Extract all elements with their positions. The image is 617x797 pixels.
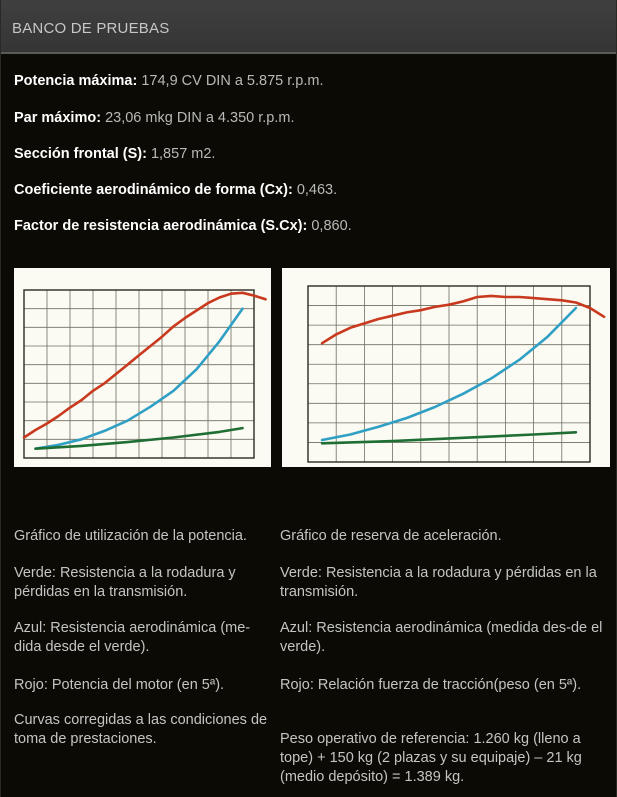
spec-label: Par máximo: (14, 110, 102, 126)
series-line-red (24, 293, 266, 438)
caption-left-red: Rojo: Potencia del motor (en 5ª). (14, 677, 225, 693)
spec-frontal-section (14, 146, 215, 162)
caption-right-weight: Peso operativo de referencia: 1.260 kg (lleno a tope) + 150 kg (2 plazas y su equipaje) – 21 kg (medio depósito) = 1.389 kg. (280, 731, 582, 785)
spec-label: Sección frontal (S): (14, 146, 147, 162)
caption-right-blue: Azul: Resistencia aerodinámica (medida des-de el verde). (280, 620, 603, 655)
spec-label: Potencia máxima: (14, 73, 138, 89)
caption-right-green: Verde: Resistencia a la rodadura y pérdidas en la transmisión. (280, 565, 597, 600)
spec-max-power (14, 73, 324, 89)
caption-right-title: Gráfico de reserva de aceleración. (280, 528, 502, 544)
spec-value: 174,9 CV DIN a 5.875 r.p.m. (141, 73, 324, 89)
caption-right-red: Rojo: Relación fuerza de tracción(peso (en 5ª). (280, 677, 582, 693)
caption-left-title: Gráfico de utilización de la potencia. (14, 528, 247, 544)
spec-scx (14, 218, 352, 234)
spec-value: 0,463. (296, 182, 338, 198)
caption-left-blue: Azul: Resistencia aerodinámica (me-dida desde el verde). (14, 620, 251, 655)
panel-header (1, 0, 616, 54)
panel-title: BANCO DE PRUEBAS (12, 20, 170, 37)
spec-value: 0,860. (311, 218, 352, 234)
caption-left-note: Curvas corregidas a las condiciones de toma de prestaciones. (14, 712, 268, 747)
acceleration-reserve-chart (282, 268, 610, 467)
spec-label: Factor de resistencia aerodinámica (S.Cx): (14, 218, 308, 234)
spec-value: 23,06 mkg DIN a 4.350 r.p.m. (105, 110, 295, 126)
spec-cx (14, 182, 337, 198)
acceleration-reserve-chart-svg (282, 268, 610, 467)
spec-value: 1,857 m2. (150, 146, 216, 162)
power-usage-chart-svg (14, 268, 271, 467)
caption-left-green: Verde: Resistencia a la rodadura y pérdidas en la transmisión. (14, 565, 236, 600)
spec-label: Coeficiente aerodinámico de forma (Cx): (14, 182, 293, 198)
power-usage-chart (14, 268, 271, 467)
spec-max-torque (14, 110, 294, 126)
